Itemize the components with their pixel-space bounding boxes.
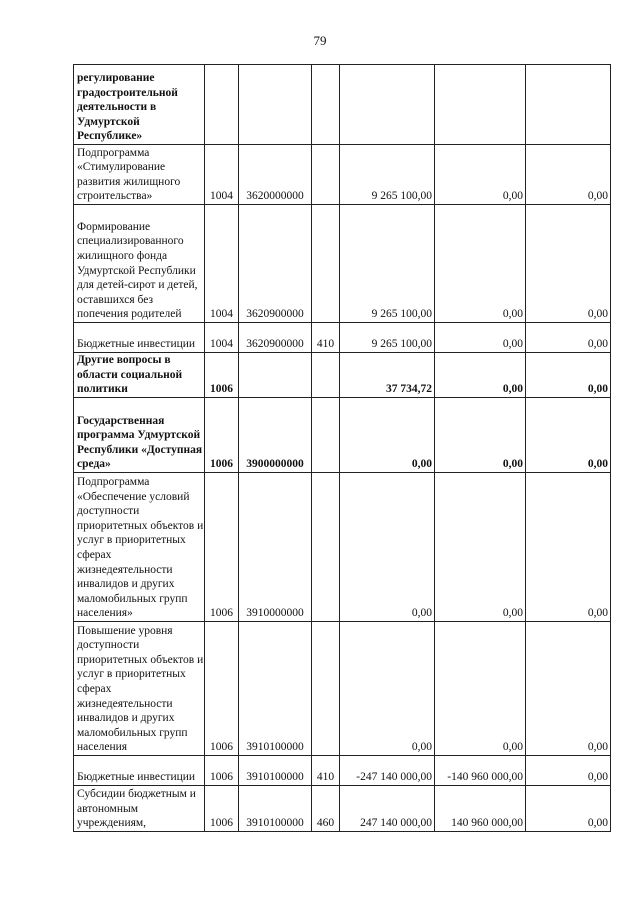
- row-name-cell: Субсидии бюджетным и автономным учреждениям,: [74, 786, 205, 832]
- row-name-cell: Государственная программа Удмуртской Республики «Доступная среда»: [74, 398, 205, 473]
- row-name-cell: Бюджетные инвестиции: [74, 323, 205, 353]
- row-section-cell: 1006: [205, 353, 239, 398]
- row-amount-3-cell: 0,00: [526, 756, 611, 786]
- row-amount-2-cell: 0,00: [435, 398, 526, 473]
- row-expense-type-cell: [312, 622, 340, 756]
- row-section-cell: 1006: [205, 756, 239, 786]
- row-target-article-cell: 3910100000: [239, 756, 312, 786]
- row-amount-3-cell: 0,00: [526, 622, 611, 756]
- table-row: [74, 398, 611, 473]
- row-expense-type-cell: [312, 205, 340, 323]
- table-row: [74, 622, 611, 756]
- row-section-cell: 1006: [205, 622, 239, 756]
- row-amount-2-cell: 0,00: [435, 622, 526, 756]
- row-amount-3-cell: 0,00: [526, 353, 611, 398]
- table-row: [74, 473, 611, 622]
- row-name-cell: Подпрограмма «Обеспечение условий доступности приоритетных объектов и услуг в приоритетных сферах жизнедеятельности инвалидов и других маломобильных групп населения»: [74, 473, 205, 622]
- row-amount-2-cell: 0,00: [435, 323, 526, 353]
- row-amount-2-cell: -140 960 000,00: [435, 756, 526, 786]
- table-row: [74, 205, 611, 323]
- row-amount-3-cell: 0,00: [526, 145, 611, 205]
- row-amount-2-cell: 0,00: [435, 353, 526, 398]
- row-amount-2-cell: 0,00: [435, 473, 526, 622]
- row-expense-type-cell: [312, 473, 340, 622]
- row-section-cell: 1004: [205, 205, 239, 323]
- table-body: [74, 65, 611, 832]
- row-amount-1-cell: 0,00: [340, 398, 435, 473]
- row-amount-3-cell: 0,00: [526, 205, 611, 323]
- budget-table: [73, 64, 611, 832]
- row-target-article-cell: 3910000000: [239, 473, 312, 622]
- table-row: [74, 323, 611, 353]
- row-expense-type-cell: 410: [312, 323, 340, 353]
- row-target-article-cell: [239, 65, 312, 145]
- row-section-cell: [205, 65, 239, 145]
- row-section-cell: 1006: [205, 473, 239, 622]
- row-name-cell: регулирование градостроительной деятельности в Удмуртской Республике»: [74, 65, 205, 145]
- row-target-article-cell: 3620900000: [239, 323, 312, 353]
- row-expense-type-cell: 460: [312, 786, 340, 832]
- row-target-article-cell: 3620900000: [239, 205, 312, 323]
- row-amount-1-cell: 0,00: [340, 622, 435, 756]
- row-amount-1-cell: 9 265 100,00: [340, 145, 435, 205]
- row-expense-type-cell: [312, 145, 340, 205]
- table-row: [74, 786, 611, 832]
- row-expense-type-cell: [312, 65, 340, 145]
- row-amount-3-cell: [526, 65, 611, 145]
- table-row: [74, 756, 611, 786]
- row-amount-1-cell: [340, 65, 435, 145]
- row-target-article-cell: 3910100000: [239, 622, 312, 756]
- row-expense-type-cell: [312, 398, 340, 473]
- row-amount-2-cell: 0,00: [435, 145, 526, 205]
- row-target-article-cell: [239, 353, 312, 398]
- row-amount-3-cell: 0,00: [526, 323, 611, 353]
- row-amount-3-cell: 0,00: [526, 786, 611, 832]
- table-row: [74, 65, 611, 145]
- row-amount-3-cell: 0,00: [526, 398, 611, 473]
- row-section-cell: 1006: [205, 786, 239, 832]
- row-name-cell: Другие вопросы в области социальной политики: [74, 353, 205, 398]
- row-amount-3-cell: 0,00: [526, 473, 611, 622]
- row-target-article-cell: 3620000000: [239, 145, 312, 205]
- row-section-cell: 1006: [205, 398, 239, 473]
- row-amount-1-cell: 37 734,72: [340, 353, 435, 398]
- row-amount-1-cell: -247 140 000,00: [340, 756, 435, 786]
- row-amount-1-cell: 9 265 100,00: [340, 205, 435, 323]
- row-section-cell: 1004: [205, 145, 239, 205]
- table-row: [74, 145, 611, 205]
- row-expense-type-cell: 410: [312, 756, 340, 786]
- row-amount-2-cell: 0,00: [435, 205, 526, 323]
- table-row: [74, 353, 611, 398]
- row-section-cell: 1004: [205, 323, 239, 353]
- row-amount-1-cell: 0,00: [340, 473, 435, 622]
- row-amount-1-cell: 9 265 100,00: [340, 323, 435, 353]
- row-expense-type-cell: [312, 353, 340, 398]
- row-name-cell: Повышение уровня доступности приоритетных объектов и услуг в приоритетных сферах жизнедеятельности инвалидов и других маломобильных групп населения: [74, 622, 205, 756]
- row-name-cell: Бюджетные инвестиции: [74, 756, 205, 786]
- row-name-cell: Подпрограмма «Стимулирование развития жилищного строительства»: [74, 145, 205, 205]
- row-amount-2-cell: [435, 65, 526, 145]
- row-name-cell: Формирование специализированного жилищного фонда Удмуртской Республики для детей-сирот и детей, оставшихся без попечения родителей: [74, 205, 205, 323]
- row-target-article-cell: 3900000000: [239, 398, 312, 473]
- row-amount-2-cell: 140 960 000,00: [435, 786, 526, 832]
- row-amount-1-cell: 247 140 000,00: [340, 786, 435, 832]
- row-target-article-cell: 3910100000: [239, 786, 312, 832]
- page-number: 79: [313, 33, 327, 48]
